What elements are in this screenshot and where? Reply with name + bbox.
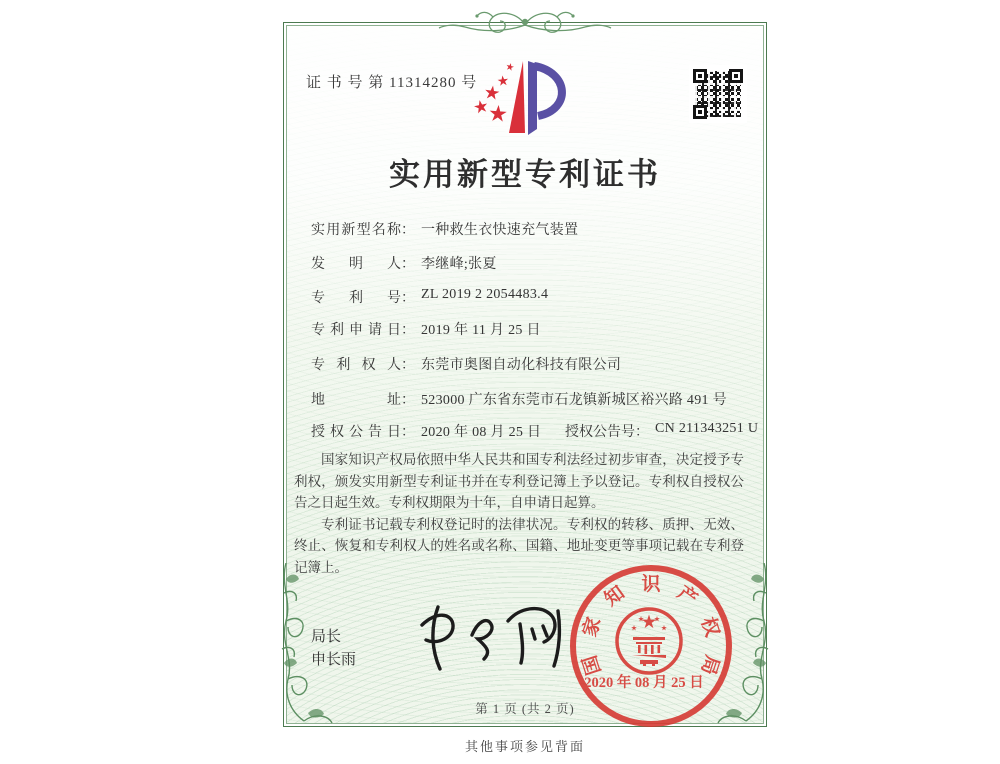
field-row-grant	[311, 421, 759, 441]
director-name: 申长雨	[311, 651, 357, 668]
signer-block	[311, 625, 356, 671]
field-label: 专利号	[311, 291, 401, 306]
field-value: 一种救生衣快速充气装置	[421, 223, 579, 238]
field-row-inventor	[311, 253, 751, 273]
seal-char: 识	[641, 574, 661, 595]
legal-text-block	[294, 449, 744, 578]
qr-code	[689, 65, 747, 123]
seal-char: 局	[696, 652, 723, 678]
seal-char: 知	[601, 582, 629, 611]
director-title: 局长	[311, 628, 342, 645]
handwritten-signature-icon	[408, 593, 588, 683]
qr-finder-icon	[729, 69, 743, 83]
legal-paragraph: 国家知识产权局依照中华人民共和国专利法经过初步审查，决定授予专利权，颁发实用新型专利证书并在专利登记簿上予以登记。专利权自授权公告之日起生效。专利权期限为十年，自申请日起算。	[294, 452, 744, 510]
field-value: CN 211343251 U	[655, 421, 759, 436]
field-value: 2020 年 08 月 25 日	[421, 425, 542, 440]
field-value: 2019 年 11 月 25 日	[421, 323, 541, 338]
certificate-frame	[283, 22, 767, 727]
field-row-name	[311, 219, 751, 239]
field-row-patentee	[311, 354, 751, 374]
field-colon: ：	[401, 393, 415, 408]
field-label: 专利申请日	[311, 323, 401, 338]
field-label: 授权公告日	[311, 425, 401, 440]
qr-finder-icon	[693, 69, 707, 83]
page-indicator: 第 1 页 (共 2 页)	[475, 702, 575, 716]
field-colon: ：	[635, 425, 649, 440]
field-value: 523000 广东省东莞市石龙镇新城区裕兴路 491 号	[421, 393, 727, 408]
seal-date: 2020 年 08 月 25 日	[584, 675, 704, 691]
qr-finder-icon	[693, 105, 707, 119]
certificate-number: 证 书 号 第 11314280 号	[306, 75, 478, 91]
seal-char: 权	[696, 614, 723, 640]
field-label: 地址	[311, 393, 401, 408]
field-label: 专利权人	[311, 358, 401, 373]
field-value: 东莞市奥图自动化科技有限公司	[421, 358, 622, 373]
field-colon: ：	[401, 223, 415, 238]
field-row-patent-no	[311, 287, 751, 307]
seal-char: 国	[579, 652, 606, 678]
seal-char: 产	[673, 582, 701, 611]
field-label: 实用新型名称	[311, 223, 401, 238]
field-value: ZL 2019 2 2054483.4	[421, 287, 549, 302]
field-grant-number	[565, 421, 758, 441]
field-colon: ：	[401, 257, 415, 272]
field-value: 李继峰;张夏	[421, 257, 497, 272]
cnipa-logo-icon	[441, 49, 601, 149]
field-colon: ：	[401, 291, 415, 306]
legal-paragraph: 专利证书记载专利权登记时的法律状况。专利权的转移、质押、无效、终止、恢复和专利权人的姓名或名称、国籍、地址变更等事项记载在专利登记簿上。	[294, 516, 744, 575]
field-colon: ：	[401, 323, 415, 338]
field-label: 发明人	[311, 257, 401, 272]
field-row-address	[311, 389, 751, 409]
field-colon: ：	[401, 358, 415, 373]
seal-char: 家	[579, 614, 606, 640]
field-colon: ：	[401, 425, 415, 440]
field-row-filing-date	[311, 319, 751, 339]
field-label: 授权公告号	[565, 425, 635, 440]
certificate-title: 实用新型专利证书	[389, 157, 661, 192]
back-note: 其他事项参见背面	[464, 739, 585, 754]
